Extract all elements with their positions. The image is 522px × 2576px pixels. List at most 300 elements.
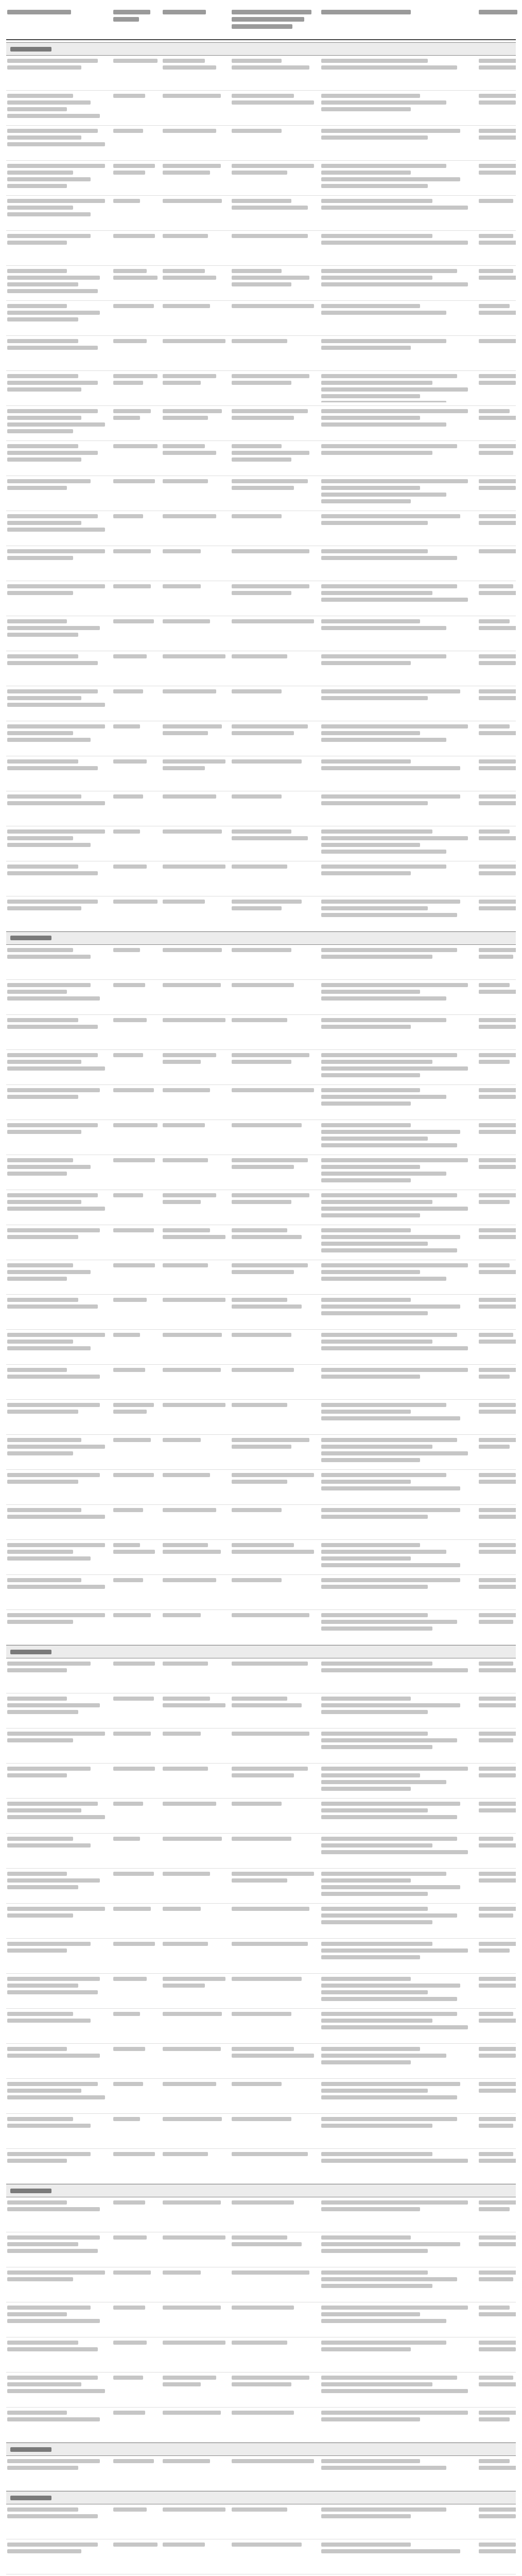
text-line-placeholder (321, 2095, 457, 2099)
section-band (6, 2184, 516, 2197)
text-line-placeholder (163, 1697, 210, 1701)
table-cell (479, 409, 516, 437)
table-cell (113, 983, 160, 1011)
text-line-placeholder (113, 1193, 143, 1197)
text-line-placeholder (321, 1550, 446, 1554)
text-line-placeholder (7, 1480, 78, 1484)
text-line-placeholder (113, 1942, 155, 1946)
table-cell (163, 129, 229, 157)
table-cell (232, 1018, 318, 1046)
table-cell (479, 2047, 516, 2075)
table-cell (479, 164, 516, 192)
table-cell (163, 1228, 229, 1257)
text-line-placeholder (232, 1837, 291, 1841)
table-cell (113, 1403, 160, 1431)
table-cell (321, 1837, 476, 1865)
text-line-placeholder (479, 171, 516, 175)
table-cell (7, 1697, 110, 1725)
text-line-placeholder (113, 759, 147, 764)
table-cell (232, 1767, 318, 1795)
table-row (6, 406, 516, 441)
table-cell (232, 1298, 318, 1326)
text-line-placeholder (321, 1333, 457, 1337)
table-cell (163, 479, 229, 507)
table-cell (321, 59, 476, 87)
text-line-placeholder (479, 1304, 516, 1309)
table-cell (321, 1403, 476, 1431)
text-line-placeholder (7, 1885, 78, 1889)
table-cell (321, 1543, 476, 1571)
text-line-placeholder (232, 409, 308, 413)
text-line-placeholder (479, 1732, 516, 1736)
table-row (6, 1764, 516, 1799)
text-line-placeholder (321, 661, 411, 665)
text-line-placeholder (479, 304, 510, 308)
text-line-placeholder (7, 2319, 100, 2323)
section-label-placeholder (10, 2189, 51, 2193)
text-line-placeholder (479, 65, 516, 70)
text-line-placeholder (7, 1340, 73, 1344)
text-line-placeholder (479, 1473, 516, 1477)
text-line-placeholder (479, 1025, 516, 1029)
text-line-placeholder (7, 2235, 100, 2240)
table-cell (232, 1613, 318, 1641)
table-cell (7, 2376, 110, 2404)
text-line-placeholder (232, 759, 302, 764)
text-line-placeholder (7, 269, 67, 273)
table-cell (232, 900, 318, 928)
text-line-placeholder (163, 1837, 222, 1841)
table-cell (113, 94, 160, 122)
text-line-placeholder (321, 1346, 468, 1350)
text-line-placeholder (7, 1872, 67, 1876)
text-line-placeholder (232, 416, 294, 420)
text-line-placeholder (479, 339, 516, 343)
table-cell (163, 1298, 229, 1326)
section-band (6, 42, 516, 56)
table-cell (163, 829, 229, 858)
table-row (6, 1505, 516, 1540)
text-line-placeholder (113, 1977, 147, 1981)
table-row (6, 1050, 516, 1085)
table-cell (479, 829, 516, 858)
table-cell (113, 2507, 160, 2536)
text-line-placeholder (7, 374, 78, 378)
text-line-placeholder (7, 514, 98, 518)
text-line-placeholder (163, 1228, 210, 1232)
text-line-placeholder (232, 2306, 294, 2310)
table-cell (479, 549, 516, 578)
table-cell (232, 2411, 318, 2439)
table-cell (321, 1123, 476, 1151)
text-line-placeholder (7, 829, 105, 834)
text-line-placeholder (232, 65, 309, 70)
text-line-placeholder (479, 955, 513, 959)
text-line-placeholder (113, 983, 145, 987)
text-line-placeholder (163, 2270, 201, 2275)
table-cell (163, 1662, 229, 1690)
table-cell (321, 1333, 476, 1361)
text-line-placeholder (321, 2341, 446, 2345)
text-line-placeholder (321, 948, 457, 952)
text-line-placeholder (113, 1263, 155, 1267)
table-cell (232, 1053, 318, 1081)
table-cell (479, 1872, 516, 1900)
text-line-placeholder (321, 346, 411, 350)
table-cell (321, 584, 476, 613)
table-cell (232, 1228, 318, 1257)
text-line-placeholder (163, 1263, 208, 1267)
text-line-placeholder (7, 724, 105, 728)
table-cell (7, 584, 110, 613)
text-line-placeholder (321, 549, 428, 553)
table-cell (321, 2047, 476, 2075)
text-line-placeholder (232, 1480, 287, 1484)
text-line-placeholder (479, 2152, 513, 2156)
table-cell (7, 1767, 110, 1795)
text-line-placeholder (321, 1018, 446, 1022)
text-line-placeholder (7, 2124, 91, 2128)
table-cell (479, 1767, 516, 1795)
text-line-placeholder (7, 2376, 98, 2380)
table-cell (479, 2376, 516, 2404)
text-line-placeholder (7, 759, 78, 764)
text-line-placeholder (163, 269, 205, 273)
text-line-placeholder (7, 1662, 91, 1666)
text-line-placeholder (321, 1732, 428, 1736)
text-line-placeholder (321, 591, 432, 595)
table-cell (113, 584, 160, 613)
text-line-placeholder (113, 1158, 155, 1162)
table-cell (479, 983, 516, 1011)
table-cell (321, 724, 476, 753)
text-line-placeholder (479, 1298, 516, 1302)
text-line-placeholder (7, 2089, 81, 2093)
table-cell (163, 2459, 229, 2487)
text-line-placeholder (232, 514, 282, 518)
text-line-placeholder (163, 1703, 225, 1707)
table-row (6, 1728, 516, 1764)
text-line-placeholder (321, 416, 420, 420)
table-cell (113, 2082, 160, 2110)
text-line-placeholder (479, 1613, 516, 1617)
text-line-placeholder (7, 2117, 73, 2121)
table-cell (113, 1123, 160, 1151)
text-line-placeholder (113, 129, 143, 133)
text-line-placeholder (232, 1878, 287, 1883)
text-line-placeholder (321, 2060, 411, 2064)
text-line-placeholder (321, 129, 460, 133)
text-line-placeholder (321, 2159, 468, 2163)
section-label-placeholder (10, 936, 51, 940)
table-cell (113, 829, 160, 858)
table-cell (163, 619, 229, 648)
text-line-placeholder (479, 2341, 516, 2345)
text-line-placeholder (321, 59, 428, 63)
table-cell (163, 304, 229, 332)
text-line-placeholder (479, 1123, 516, 1127)
table-cell (232, 865, 318, 893)
table-cell (479, 619, 516, 648)
text-line-placeholder (321, 177, 460, 181)
table-cell (7, 304, 110, 332)
text-line-placeholder (321, 1368, 468, 1372)
text-line-placeholder (7, 2082, 98, 2086)
table-cell (232, 1942, 318, 1970)
text-line-placeholder (232, 374, 309, 378)
text-line-placeholder (232, 304, 314, 308)
text-line-placeholder (113, 654, 147, 658)
table-cell (113, 1053, 160, 1081)
table-cell (7, 444, 110, 472)
text-line-placeholder (232, 129, 282, 133)
table-cell (7, 759, 110, 788)
text-line-placeholder (113, 2152, 155, 2156)
text-line-placeholder (232, 1304, 302, 1309)
text-line-placeholder (479, 1438, 516, 1442)
text-line-placeholder (163, 1662, 208, 1666)
table-cell (232, 2047, 318, 2075)
text-line-placeholder (7, 2389, 105, 2393)
table-cell (163, 374, 229, 402)
text-line-placeholder (479, 865, 516, 869)
text-line-placeholder (7, 2047, 67, 2051)
text-line-placeholder (7, 549, 105, 553)
table-row (6, 91, 516, 126)
text-line-placeholder (7, 2095, 105, 2099)
text-line-placeholder (479, 234, 513, 238)
text-line-placeholder (113, 444, 158, 448)
text-line-placeholder (232, 1872, 314, 1876)
text-line-placeholder (7, 2012, 73, 2016)
text-line-placeholder (479, 794, 516, 799)
text-line-placeholder (321, 2152, 432, 2156)
text-line-placeholder (7, 1346, 91, 1350)
text-line-placeholder (113, 2507, 147, 2512)
text-line-placeholder (321, 1703, 460, 1707)
text-line-placeholder (321, 444, 457, 448)
text-line-placeholder (479, 1333, 513, 1337)
text-line-placeholder (113, 171, 145, 175)
text-line-placeholder (321, 696, 428, 700)
table-cell (232, 619, 318, 648)
text-line-placeholder (321, 1066, 468, 1071)
text-line-placeholder (7, 346, 98, 350)
text-line-placeholder (479, 1837, 513, 1841)
text-line-placeholder (7, 1815, 105, 1819)
table-cell (7, 2047, 110, 2075)
text-line-placeholder (479, 1913, 513, 1918)
table-cell (163, 2306, 229, 2334)
text-line-placeholder (321, 1977, 411, 1981)
text-line-placeholder (479, 1808, 516, 1812)
text-line-placeholder (163, 2012, 222, 2016)
table-cell (232, 1802, 318, 1830)
text-line-placeholder (321, 2507, 446, 2512)
text-line-placeholder (232, 654, 287, 658)
text-line-placeholder (321, 282, 468, 286)
text-line-placeholder (321, 1130, 460, 1134)
table-cell (232, 234, 318, 262)
text-line-placeholder (479, 1130, 516, 1134)
text-line-placeholder (7, 1053, 98, 1057)
table-cell (7, 1438, 110, 1466)
table-cell (113, 2341, 160, 2369)
text-line-placeholder (479, 269, 513, 273)
table-row (6, 2504, 516, 2539)
text-line-placeholder (113, 164, 155, 168)
text-line-placeholder (232, 234, 308, 238)
text-line-placeholder (321, 955, 432, 959)
text-line-placeholder (7, 1304, 98, 1309)
table-cell (321, 759, 476, 788)
table-row (6, 1295, 516, 1330)
text-line-placeholder (163, 451, 216, 455)
table-cell (7, 1263, 110, 1292)
text-line-placeholder (113, 619, 154, 623)
table-cell (113, 1662, 160, 1690)
table-row (6, 651, 516, 686)
text-line-placeholder (321, 2089, 428, 2093)
text-line-placeholder (232, 1165, 294, 1169)
table-cell (113, 2117, 160, 2145)
table-cell (321, 2341, 476, 2369)
text-line-placeholder (321, 1907, 428, 1911)
text-line-placeholder (7, 1613, 105, 1617)
text-line-placeholder (7, 906, 81, 910)
table-cell (163, 94, 229, 122)
text-line-placeholder (479, 2235, 516, 2240)
text-line-placeholder (7, 2466, 78, 2470)
table-cell (479, 2411, 516, 2439)
text-line-placeholder (321, 2549, 460, 2553)
text-line-placeholder (321, 1207, 468, 1211)
table-cell (113, 1333, 160, 1361)
table-cell (232, 584, 318, 613)
table-cell (232, 1907, 318, 1935)
table-cell (479, 2341, 516, 2369)
text-line-placeholder (321, 1480, 411, 1484)
text-line-placeholder (479, 654, 516, 658)
table-cell (232, 2152, 318, 2180)
table-cell (163, 1018, 229, 1046)
text-line-placeholder (7, 2411, 67, 2415)
text-line-placeholder (321, 1235, 460, 1239)
table-cell (321, 1473, 476, 1501)
text-line-placeholder (7, 114, 100, 118)
text-line-placeholder (479, 416, 516, 420)
table-row (6, 1225, 516, 1260)
table-cell (232, 1732, 318, 1760)
table-row (6, 826, 516, 861)
table-cell (7, 1298, 110, 1326)
text-line-placeholder (479, 1270, 516, 1274)
text-line-placeholder (479, 900, 516, 904)
text-line-placeholder (7, 1165, 91, 1169)
table-cell (7, 1942, 110, 1970)
table-cell (479, 129, 516, 157)
text-line-placeholder (321, 1088, 420, 1092)
text-line-placeholder (479, 1578, 516, 1582)
table-cell (7, 1368, 110, 1396)
table-cell (163, 2543, 229, 2571)
text-line-placeholder (113, 1298, 147, 1302)
table-row (6, 1799, 516, 1834)
text-line-placeholder (479, 591, 516, 595)
table-cell (232, 1438, 318, 1466)
table-cell (479, 759, 516, 788)
table-cell (321, 1872, 476, 1900)
text-line-placeholder (113, 2459, 154, 2463)
table-cell (321, 900, 476, 928)
text-line-placeholder (163, 794, 216, 799)
text-line-placeholder (321, 2312, 420, 2316)
text-line-placeholder (113, 865, 147, 869)
table-cell (232, 2306, 318, 2334)
table-cell (232, 1193, 318, 1222)
text-line-placeholder (321, 1025, 411, 1029)
text-line-placeholder (479, 2117, 516, 2121)
table-cell (232, 794, 318, 823)
text-line-placeholder (163, 374, 216, 378)
table-cell (7, 549, 110, 578)
text-line-placeholder (479, 1620, 513, 1624)
table-section (6, 2184, 516, 2443)
text-line-placeholder (7, 1578, 81, 1582)
table-cell (479, 2507, 516, 2536)
text-line-placeholder (232, 486, 294, 490)
text-line-placeholder (479, 1977, 516, 1981)
text-line-placeholder (113, 1473, 154, 1477)
text-line-placeholder (232, 836, 308, 840)
text-line-placeholder (479, 1193, 516, 1197)
text-line-placeholder (113, 1767, 155, 1771)
table-cell (232, 2341, 318, 2369)
table-cell (232, 1543, 318, 1571)
table-cell (479, 1193, 516, 1222)
table-cell (321, 1732, 476, 1760)
text-line-placeholder (7, 1942, 91, 1946)
text-line-placeholder (479, 584, 513, 588)
text-line-placeholder (321, 2054, 446, 2058)
text-line-placeholder (479, 2514, 516, 2518)
text-line-placeholder (163, 766, 205, 770)
table-cell (479, 1228, 516, 1257)
text-line-placeholder (232, 2200, 294, 2205)
text-line-placeholder (7, 1263, 73, 1267)
section-band (6, 2491, 516, 2504)
text-line-placeholder (163, 514, 216, 518)
text-line-placeholder (479, 1340, 516, 1344)
text-line-placeholder (113, 1410, 147, 1414)
table-cell (163, 514, 229, 543)
table-cell (113, 269, 160, 297)
text-line-placeholder (7, 1088, 100, 1092)
text-line-placeholder (7, 164, 105, 168)
text-line-placeholder (479, 2459, 510, 2463)
text-line-placeholder (7, 1018, 78, 1022)
text-line-placeholder (163, 129, 216, 133)
text-line-placeholder (232, 584, 309, 588)
table-cell (113, 549, 160, 578)
text-line-placeholder (7, 2312, 67, 2316)
text-line-placeholder (113, 269, 147, 273)
table-cell (479, 1368, 516, 1396)
text-line-placeholder (479, 1662, 513, 1666)
text-line-placeholder (113, 479, 155, 483)
text-line-placeholder (113, 1403, 154, 1407)
text-line-placeholder (479, 276, 516, 280)
